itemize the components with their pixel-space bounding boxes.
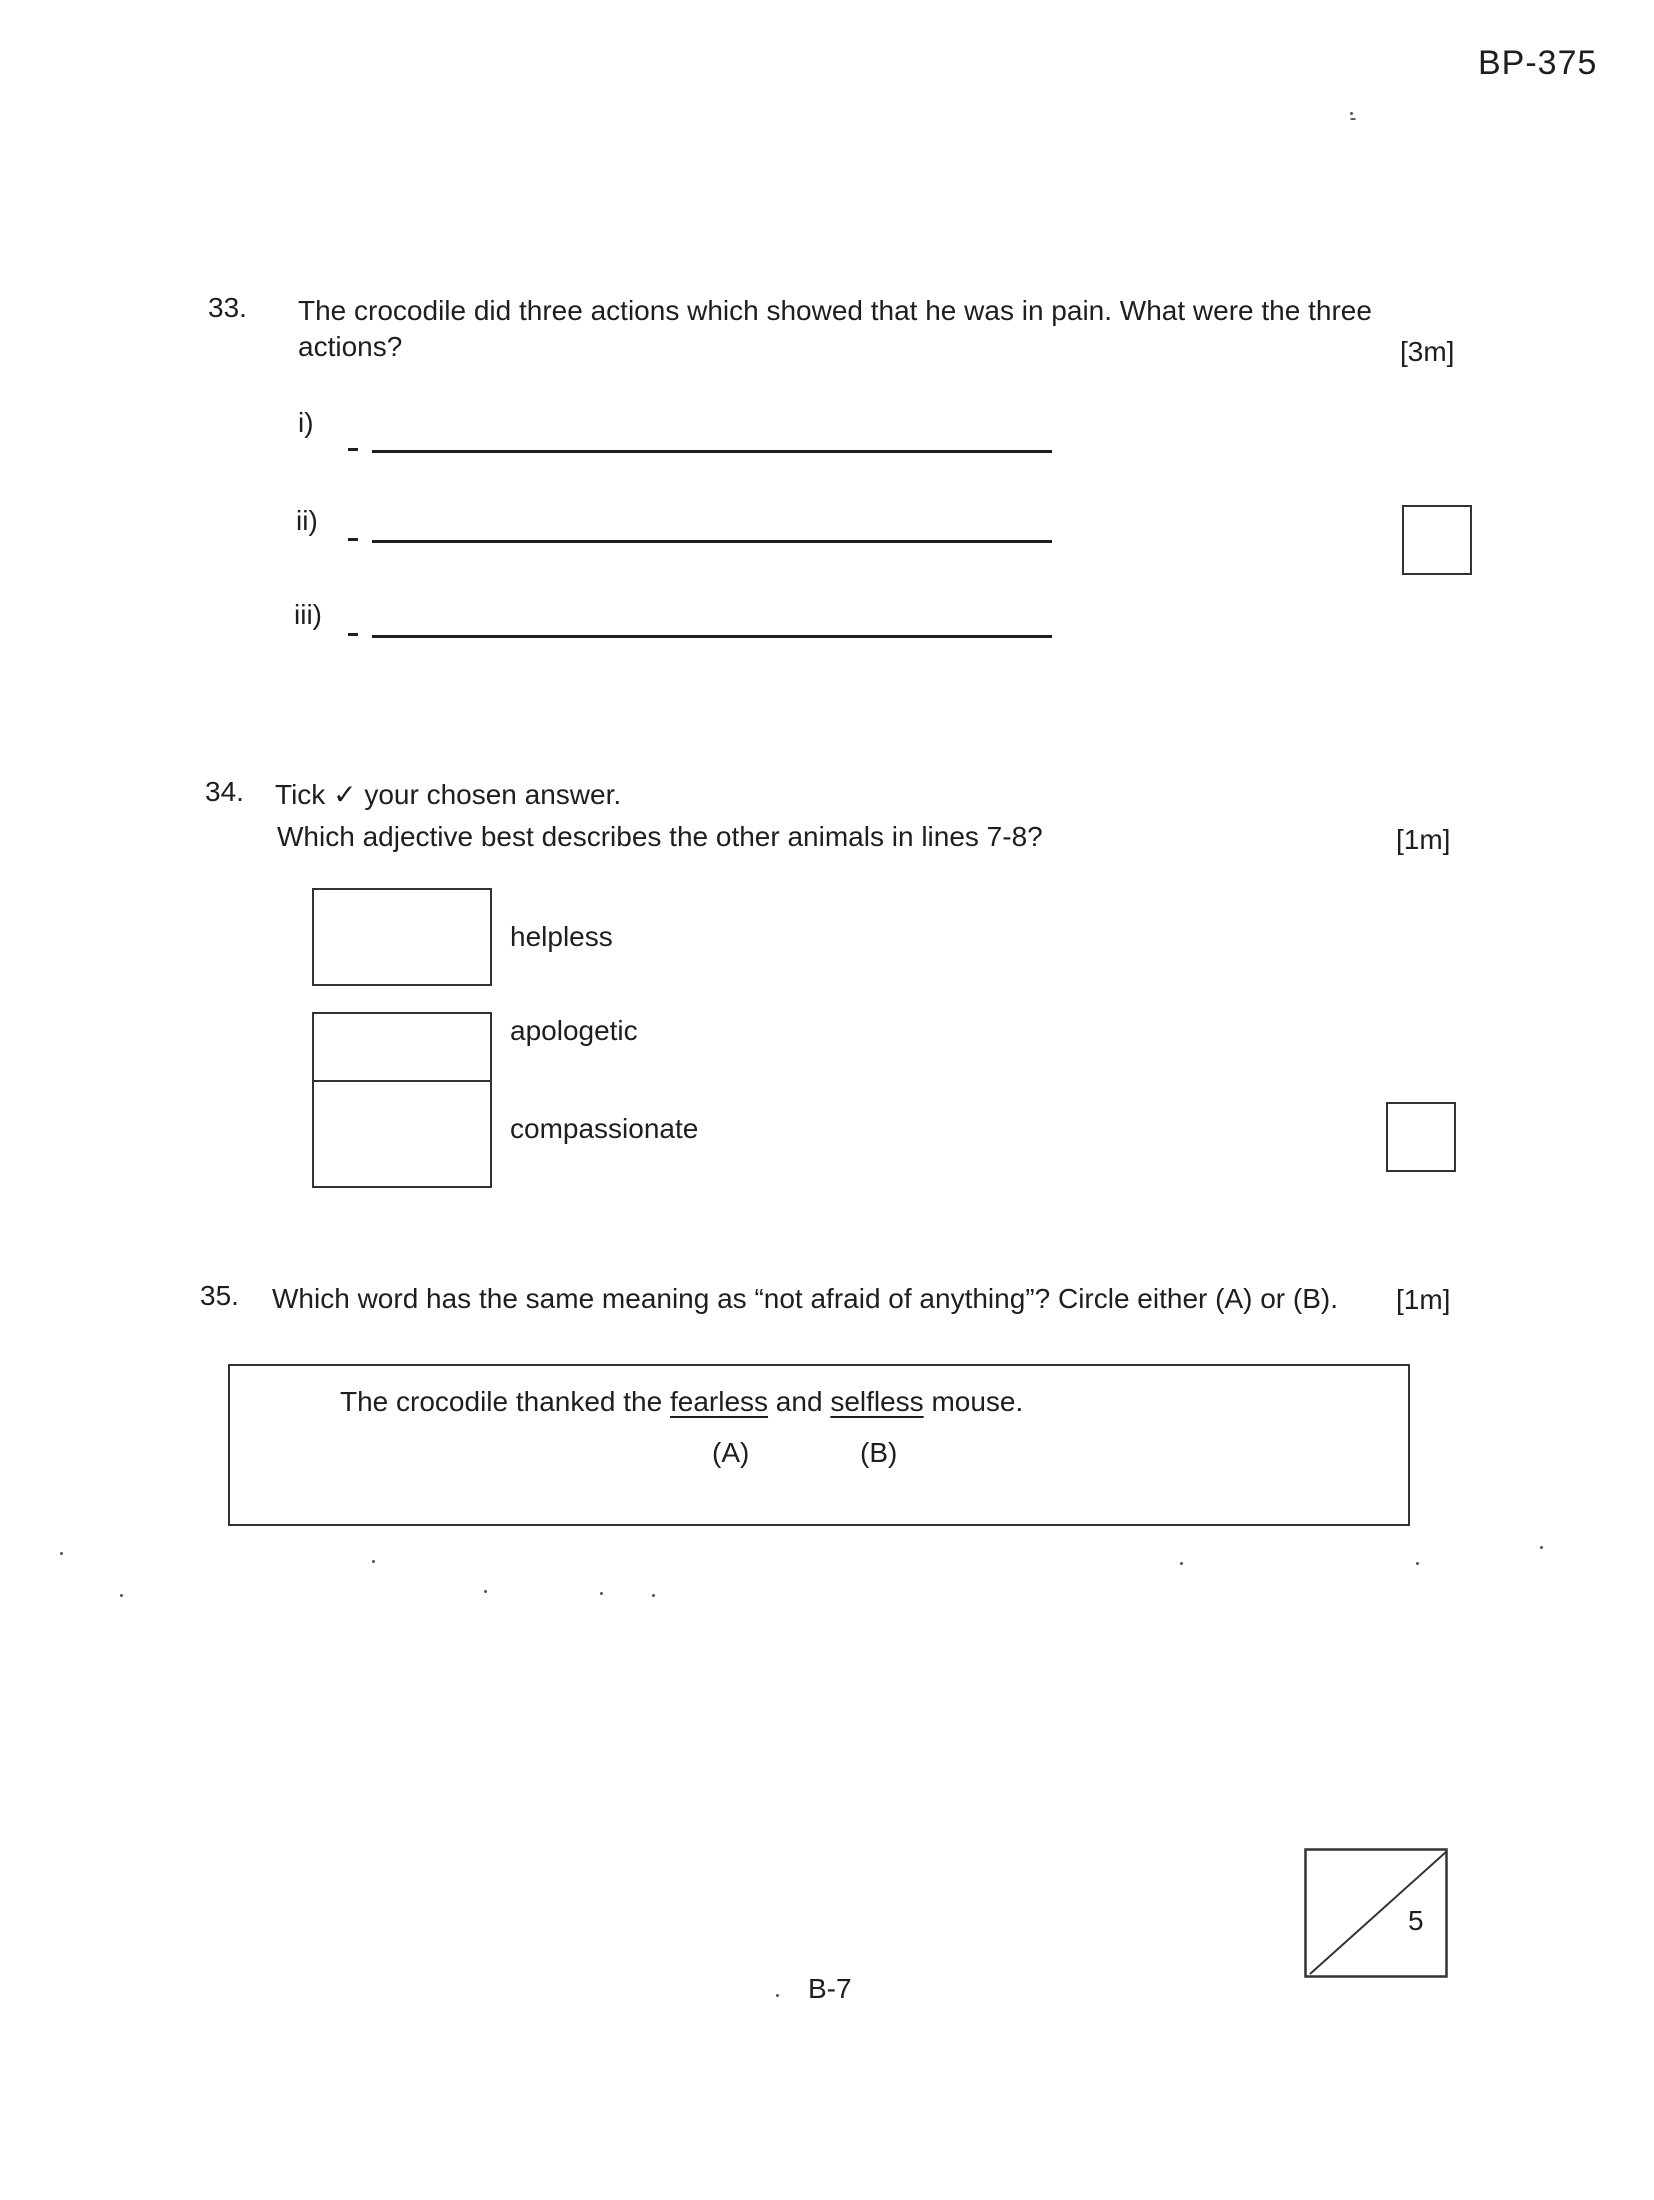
section-score-box bbox=[1304, 1848, 1448, 1978]
scan-speck bbox=[60, 1552, 63, 1555]
sentence-text bbox=[340, 1383, 1023, 1421]
marks-label: [1m] bbox=[1396, 1284, 1451, 1315]
option-label-compassionate: compassionate bbox=[510, 1113, 699, 1144]
marks-box bbox=[1386, 1102, 1456, 1172]
word-option-a[interactable]: fearless bbox=[669, 1386, 769, 1417]
option-label-apologetic: apologetic bbox=[510, 1015, 638, 1046]
option-label-b[interactable]: (B) bbox=[860, 1437, 898, 1468]
scan-speck bbox=[776, 1994, 779, 1997]
marks-box bbox=[1402, 505, 1472, 575]
scan-speck bbox=[120, 1594, 123, 1597]
option-label-a[interactable]: (A) bbox=[712, 1437, 750, 1468]
word-option-b[interactable]: selfless bbox=[830, 1386, 924, 1417]
option-label-helpless: helpless bbox=[510, 921, 613, 952]
answer-line-i[interactable] bbox=[372, 450, 1052, 453]
instruction-text bbox=[275, 776, 621, 814]
score-total: 5 bbox=[1408, 1905, 1424, 1936]
instruction-prefix: Tick bbox=[275, 779, 326, 810]
marks-label: [1m] bbox=[1396, 824, 1451, 855]
option-checkbox-apologetic[interactable] bbox=[312, 1012, 492, 1080]
marks-label: [3m] bbox=[1400, 336, 1455, 367]
question-text: The crocodile did three actions which showed that he was in pain. What were the three bbox=[298, 295, 1372, 326]
sentence-part: The crocodile thanked the bbox=[340, 1386, 670, 1417]
line-dash bbox=[348, 448, 358, 451]
answer-line-iii[interactable] bbox=[372, 635, 1052, 638]
tick-icon: ✓ bbox=[333, 778, 357, 811]
answer-label-i: i) bbox=[298, 407, 314, 438]
score-box-frame bbox=[1304, 1848, 1448, 1978]
answer-label-iii: iii) bbox=[294, 599, 322, 630]
sentence-part: and bbox=[768, 1386, 831, 1417]
question-text-continued: actions? bbox=[298, 331, 403, 362]
answer-label-ii: ii) bbox=[296, 505, 318, 536]
instruction-suffix: your chosen answer. bbox=[364, 779, 622, 810]
scan-speck bbox=[1350, 118, 1356, 120]
scan-speck bbox=[600, 1592, 603, 1595]
question-number: 34. bbox=[205, 776, 244, 807]
question-text: Which adjective best describes the other animals in lines 7-8? bbox=[277, 821, 1043, 852]
scan-speck bbox=[372, 1560, 375, 1563]
scan-speck bbox=[1180, 1562, 1183, 1565]
question-number: 33. bbox=[208, 292, 247, 323]
page-number: B-7 bbox=[808, 1973, 852, 2004]
answer-line-ii[interactable] bbox=[372, 540, 1052, 543]
scan-speck bbox=[652, 1594, 655, 1597]
scan-speck bbox=[484, 1590, 487, 1593]
scan-speck bbox=[1540, 1546, 1543, 1549]
line-dash bbox=[348, 538, 358, 541]
scan-speck bbox=[1416, 1562, 1419, 1565]
option-checkbox-helpless[interactable] bbox=[312, 888, 492, 986]
line-dash bbox=[348, 633, 358, 636]
option-checkbox-compassionate[interactable] bbox=[312, 1080, 492, 1188]
question-number: 35. bbox=[200, 1280, 239, 1311]
sentence-part: mouse. bbox=[923, 1386, 1024, 1417]
question-text: Which word has the same meaning as “not afraid of anything”? Circle either (A) or (B). bbox=[272, 1283, 1339, 1314]
paper-code: BP-375 bbox=[1478, 44, 1598, 82]
scan-speck bbox=[1350, 112, 1353, 115]
